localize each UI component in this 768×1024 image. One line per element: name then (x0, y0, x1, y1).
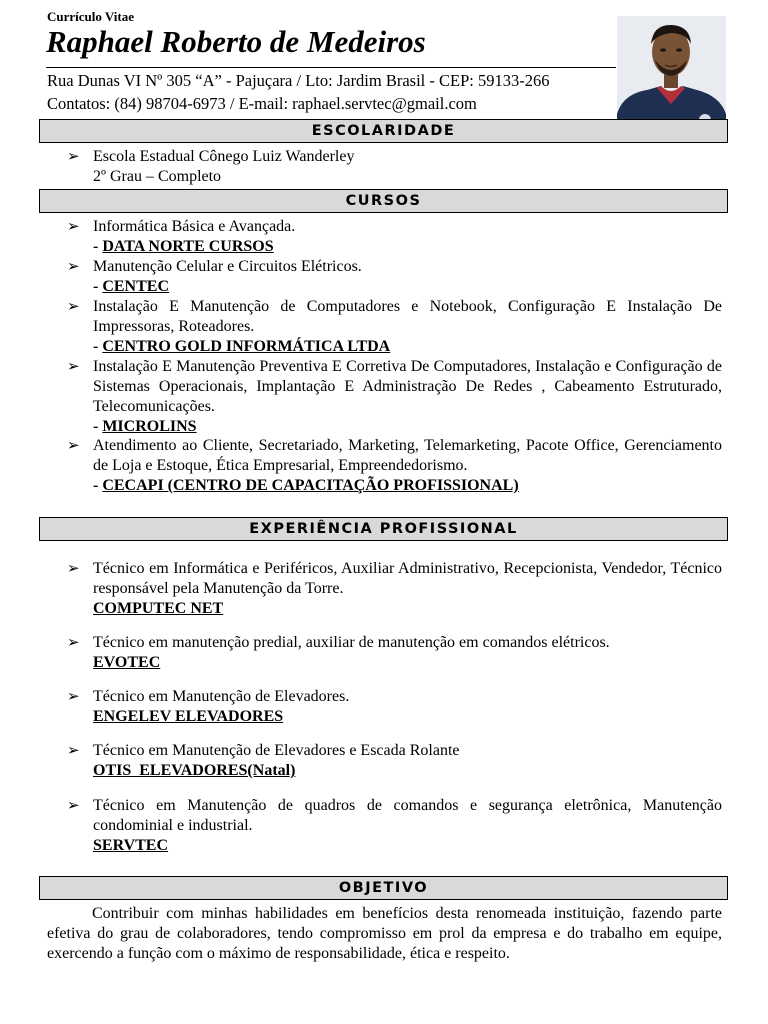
arrowhead-bullet-icon: ➢ (67, 635, 80, 651)
course-provider-prefix: - (93, 338, 103, 355)
education-item (67, 147, 722, 187)
course-provider: DATA NORTE CURSOS (102, 238, 274, 255)
company-name: ENGELEV ELEVADORES (93, 708, 284, 725)
company-name: OTIS ELEVADORES(Natal) (93, 762, 296, 779)
company-name: SERVTEC (93, 837, 169, 854)
course-description: Informática Básica e Avançada. (93, 218, 296, 235)
course-description: Manutenção Celular e Circuitos Elétricos. (93, 258, 362, 275)
arrowhead-bullet-icon: ➢ (67, 149, 80, 165)
arrowhead-bullet-icon: ➢ (67, 299, 80, 315)
course-item (67, 217, 722, 257)
course-provider: CECAPI (CENTRO DE CAPACITAÇÃO PROFISSIONAL) (102, 477, 519, 494)
arrowhead-bullet-icon: ➢ (67, 743, 80, 759)
experience-item (67, 633, 722, 673)
school-name: Escola Estadual Cônego Luiz Wanderley (93, 148, 355, 165)
course-provider-prefix: - (93, 477, 103, 494)
job-description: Técnico em Manutenção de Elevadores. (93, 688, 350, 705)
school-level: 2º Grau – Completo (93, 168, 222, 185)
document-label: Currículo Vitae (47, 9, 135, 24)
arrowhead-bullet-icon: ➢ (67, 359, 80, 375)
arrowhead-bullet-icon: ➢ (67, 798, 80, 814)
experience-item (67, 741, 722, 781)
course-description: Instalação E Manutenção Preventiva E Corretiva De Computadores, Instalação e Configuração de Sistemas Operacionais, Implantação E Administração De Redes , Cabeamento Estruturado, Telecomunicações. (93, 358, 722, 415)
course-item (67, 357, 722, 437)
course-provider-prefix: - (93, 418, 103, 435)
section-header-objective: OBJETIVO (39, 876, 728, 900)
course-provider-prefix: - (93, 278, 103, 295)
arrowhead-bullet-icon: ➢ (67, 561, 80, 577)
job-description: Técnico em Manutenção de quadros de comandos e segurança eletrônica, Manutenção condominial e industrial. (93, 797, 722, 834)
arrowhead-bullet-icon: ➢ (67, 219, 80, 235)
objective-text: Contribuir com minhas habilidades em benefícios desta renomeada instituição, fazendo parte efetiva do grau de colaboradores, tendo compromisso em prol da empresa e do trabalho em equipe, exercendo a função com o máximo de responsabilidade, ética e respeito. (47, 905, 722, 962)
section-header-experience: EXPERIÊNCIA PROFISSIONAL (39, 517, 728, 541)
course-provider: MICROLINS (102, 418, 197, 435)
course-provider: CENTEC (102, 278, 170, 295)
section-header-courses: CURSOS (39, 189, 728, 213)
company-name: COMPUTEC NET (93, 600, 224, 617)
contacts: Contatos: (84) 98704-6973 / E-mail: raphael.servtec@gmail.com (47, 94, 477, 113)
company-name: EVOTEC (93, 654, 161, 671)
address: Rua Dunas VI Nº 305 “A” - Pajuçara / Lto: Jardim Brasil - CEP: 59133-266 (47, 71, 550, 90)
course-item (67, 257, 722, 297)
job-description: Técnico em manutenção predial, auxiliar de manutenção em comandos elétricos. (93, 634, 610, 651)
section-header-education: ESCOLARIDADE (39, 119, 728, 143)
job-description: Técnico em Informática e Periféricos, Auxiliar Administrativo, Recepcionista, Vendedor, Técnico responsável pela Manutenção da Torre. (93, 560, 722, 597)
arrowhead-bullet-icon: ➢ (67, 689, 80, 705)
course-description: Atendimento ao Cliente, Secretariado, Marketing, Telemarketing, Pacote Office, Gerenciamento de Loja e Estoque, Ética Empresarial, Empreendedorismo. (93, 437, 722, 474)
candidate-name: Raphael Roberto de Medeiros (46, 24, 426, 59)
course-provider: CENTRO GOLD INFORMÁTICA LTDA (102, 338, 391, 355)
job-description: Técnico em Manutenção de Elevadores e Escada Rolante (93, 742, 460, 759)
header-divider (46, 67, 616, 68)
experience-item (67, 796, 722, 856)
arrowhead-bullet-icon: ➢ (67, 438, 80, 454)
experience-item (67, 687, 722, 727)
course-item (67, 436, 722, 496)
experience-item (67, 559, 722, 619)
arrowhead-bullet-icon: ➢ (67, 259, 80, 275)
course-item (67, 297, 722, 357)
course-description: Instalação E Manutenção de Computadores e Notebook, Configuração E Instalação De Impressoras, Roteadores. (93, 298, 722, 335)
course-provider-prefix: - (93, 238, 103, 255)
